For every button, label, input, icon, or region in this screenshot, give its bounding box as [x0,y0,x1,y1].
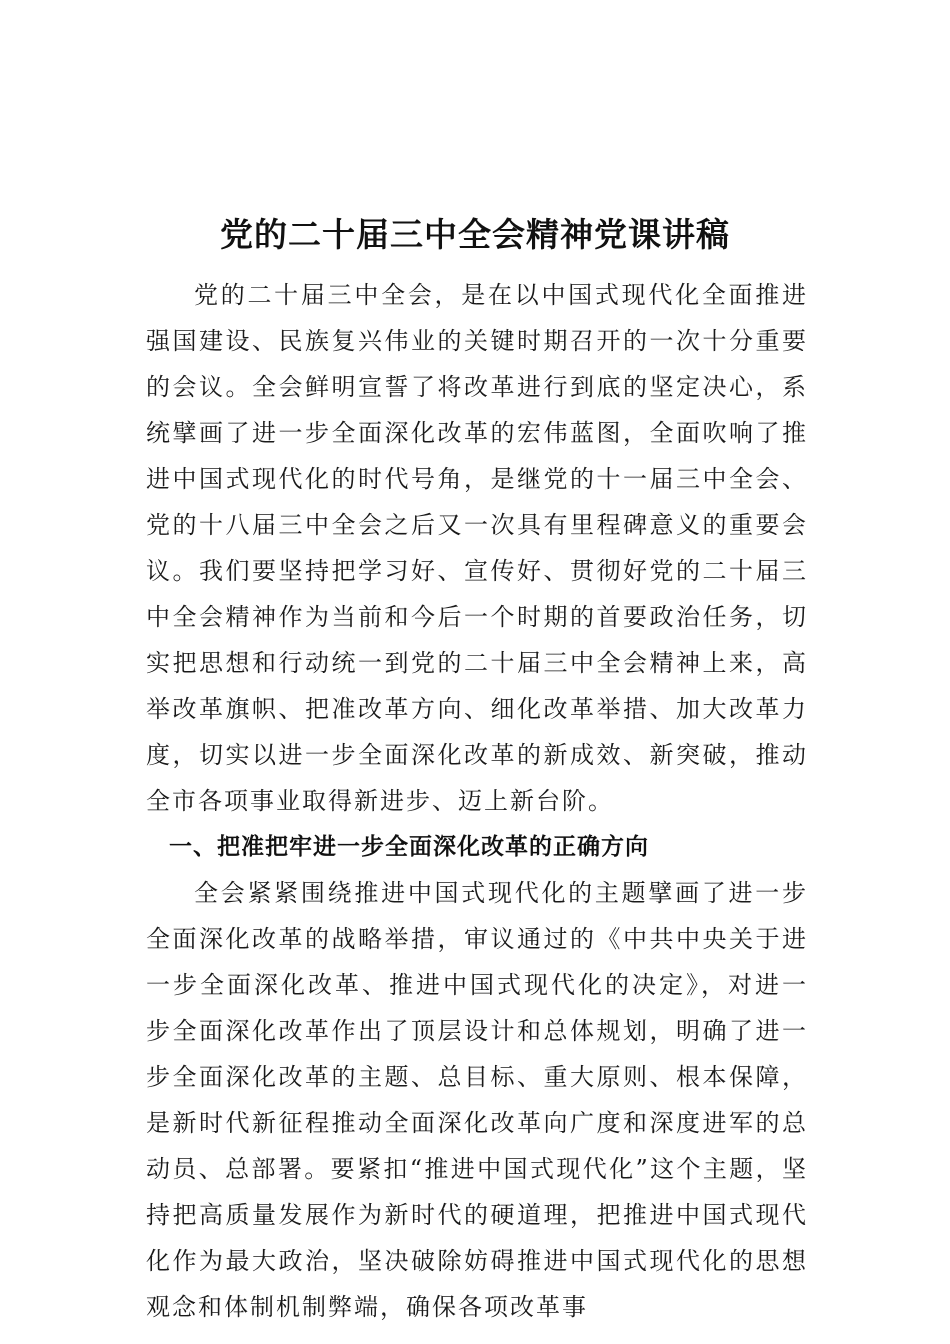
document-title: 党的二十届三中全会精神党课讲稿 [220,215,730,254]
section-1-paragraph: 全会紧紧围绕推进中国式现代化的主题擘画了进一步全面深化改革的战略举措，审议通过的《中共中央关于进一步全面深化改革、推进中国式现代化的决定》，对进一步全面深化改革作出了顶层设计和总体规划，明确了进一步全面深化改革的主题、总目标、重大原则、根本保障，是新时代新征程推动全面深化改革向广度和深度进军的总动员、总部署。要紧扣“推进中国式现代化”这个主题，坚持把高质量发展作为新时代的硬道理，把推进中国式现代化作为最大政治，坚决破除妨碍推进中国式现代化的思想观念和体制机制弊端，确保各项改革事 [146,879,808,1321]
intro-paragraph: 党的二十届三中全会，是在以中国式现代化全面推进强国建设、民族复兴伟业的关键时期召开的一次十分重要的会议。全会鲜明宣誓了将改革进行到底的坚定决心，系统擘画了进一步全面深化改革的宏伟蓝图，全面吹响了推进中国式现代化的时代号角，是继党的十一届三中全会、党的十八届三中全会之后又一次具有里程碑意义的重要会议。我们要坚持把学习好、宣传好、贯彻好党的二十届三中全会精神作为当前和今后一个时期的首要政治任务，切实把思想和行动统一到党的二十届三中全会精神上来，高举改革旗帜、把准改革方向、细化改革举措、加大改革力度，切实以进一步全面深化改革的新成效、新突破，推动全市各项事业取得新进步、迈上新台阶。 [146,281,808,815]
document-body [146,272,808,1330]
section-heading-1: 一、把准把牢进一步全面深化改革的正确方向 [169,834,649,860]
